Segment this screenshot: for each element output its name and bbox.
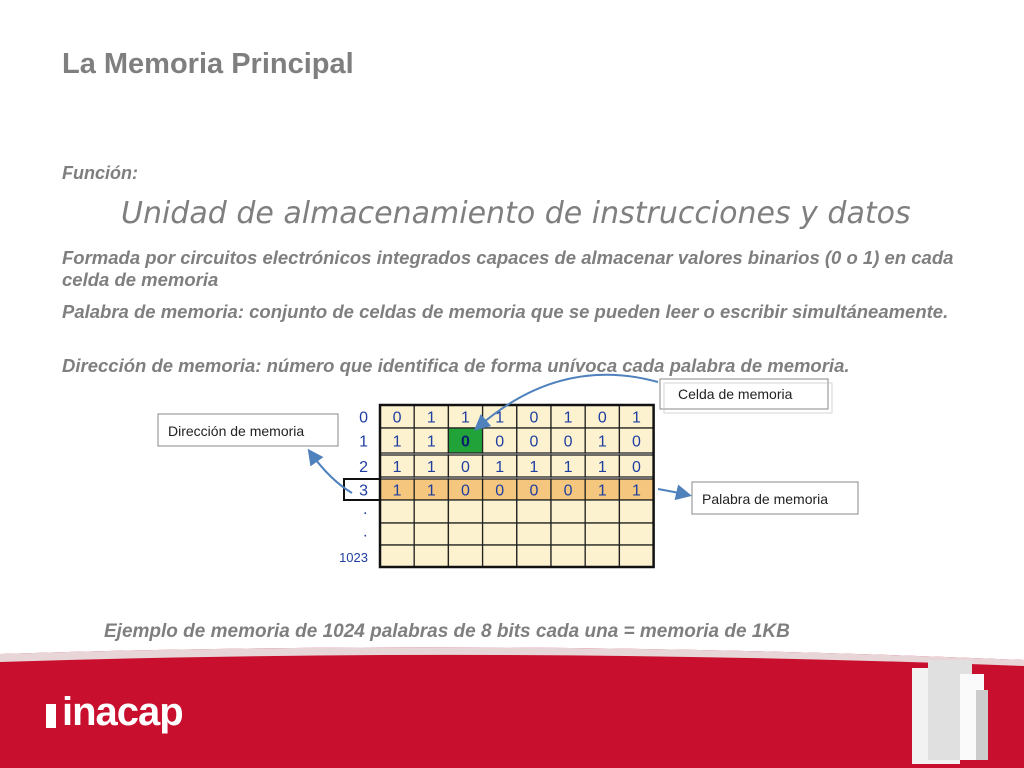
memory-cell <box>619 545 653 567</box>
memory-bit: 0 <box>495 433 505 451</box>
memory-bit: 1 <box>426 459 436 476</box>
memory-bit: 0 <box>529 433 539 451</box>
callout-palabra-label: Palabra de memoria <box>702 491 829 507</box>
memory-cell <box>619 523 653 545</box>
address-label: · <box>362 527 368 544</box>
memory-cell <box>380 500 414 523</box>
memory-bit: 1 <box>426 433 436 451</box>
memory-bit: 1 <box>632 409 641 427</box>
memory-bit: 1 <box>563 409 573 427</box>
memory-cell <box>551 545 585 567</box>
memory-bit: 0 <box>597 409 607 427</box>
memory-bit: 1 <box>632 482 641 500</box>
memory-cell <box>517 500 551 523</box>
address-label: · <box>362 504 368 522</box>
paragraph-direccion: Dirección de memoria: número que identifica de forma unívoca cada palabra de memoria. <box>62 355 850 376</box>
memory-bit: 1 <box>563 459 573 476</box>
memory-cell <box>619 500 653 523</box>
building-graphic <box>912 660 988 764</box>
callout-palabra <box>658 482 858 514</box>
memory-bit: 0 <box>632 459 641 476</box>
caption: Ejemplo de memoria de 1024 palabras de 8 bits cada una = memoria de 1KB <box>104 621 790 642</box>
memory-bit: 0 <box>529 482 539 500</box>
memory-grid <box>344 405 654 567</box>
paragraph-palabra: Palabra de memoria: conjunto de celdas de memoria que se pueden leer o escribir simultáneamente. <box>62 301 949 322</box>
memory-bit: 1 <box>529 459 539 476</box>
memory-bit: 1 <box>392 482 402 500</box>
subtitle: Unidad de almacenamiento de instrucciones y datos <box>121 196 911 231</box>
logo-block-icon <box>46 704 56 728</box>
memory-bit: 1 <box>426 409 436 427</box>
memory-bit: 0 <box>461 482 470 500</box>
memory-cell <box>551 500 585 523</box>
memory-cell <box>585 545 619 567</box>
memory-bit: 0 <box>461 433 470 451</box>
memory-bit: 1 <box>426 482 436 500</box>
memory-cell <box>585 500 619 523</box>
memory-cell <box>448 545 482 567</box>
memory-bit: 1 <box>495 459 505 476</box>
memory-cell <box>414 500 448 523</box>
funcion-label: Función: <box>62 163 138 183</box>
memory-cell <box>380 545 414 567</box>
memory-bit: 1 <box>597 482 607 500</box>
memory-bit: 1 <box>597 433 607 451</box>
memory-cell <box>448 500 482 523</box>
memory-cell <box>414 545 448 567</box>
memory-bit: 1 <box>461 409 470 427</box>
memory-cell <box>414 523 448 545</box>
callout-direccion <box>158 414 352 493</box>
memory-cell <box>448 523 482 545</box>
memory-bit: 0 <box>529 409 539 427</box>
memory-cell <box>483 500 517 523</box>
address-label: 1023 <box>339 550 368 565</box>
paragraph-circuitos: Formada por circuitos electrónicos integrados capaces de almacenar valores binarios (0 o 1) en cada celda de memoria <box>62 247 954 290</box>
memory-cell <box>551 523 585 545</box>
slide-title: La Memoria Principal <box>62 48 354 80</box>
memory-bit: 0 <box>563 482 573 500</box>
memory-bit: 1 <box>495 409 505 427</box>
memory-cell <box>585 523 619 545</box>
memory-cell <box>517 523 551 545</box>
memory-bit: 1 <box>392 433 402 451</box>
callout-celda-label: Celda de memoria <box>678 386 793 402</box>
memory-bit: 1 <box>392 459 402 476</box>
memory-bit: 0 <box>632 433 641 451</box>
logo-wordmark: inacap <box>62 690 183 734</box>
memory-bit: 0 <box>392 409 402 427</box>
memory-bit: 0 <box>495 482 505 500</box>
memory-cell <box>517 545 551 567</box>
address-label: 2 <box>359 459 368 476</box>
memory-bit: 0 <box>563 433 573 451</box>
memory-bit: 0 <box>461 459 470 476</box>
address-label: 0 <box>359 409 368 427</box>
address-label: 1 <box>359 433 368 451</box>
address-label: 3 <box>359 482 368 500</box>
memory-bit: 1 <box>597 459 607 476</box>
callout-direccion-label: Dirección de memoria <box>168 423 305 439</box>
memory-cell <box>380 523 414 545</box>
memory-cell <box>483 523 517 545</box>
memory-cell <box>483 545 517 567</box>
